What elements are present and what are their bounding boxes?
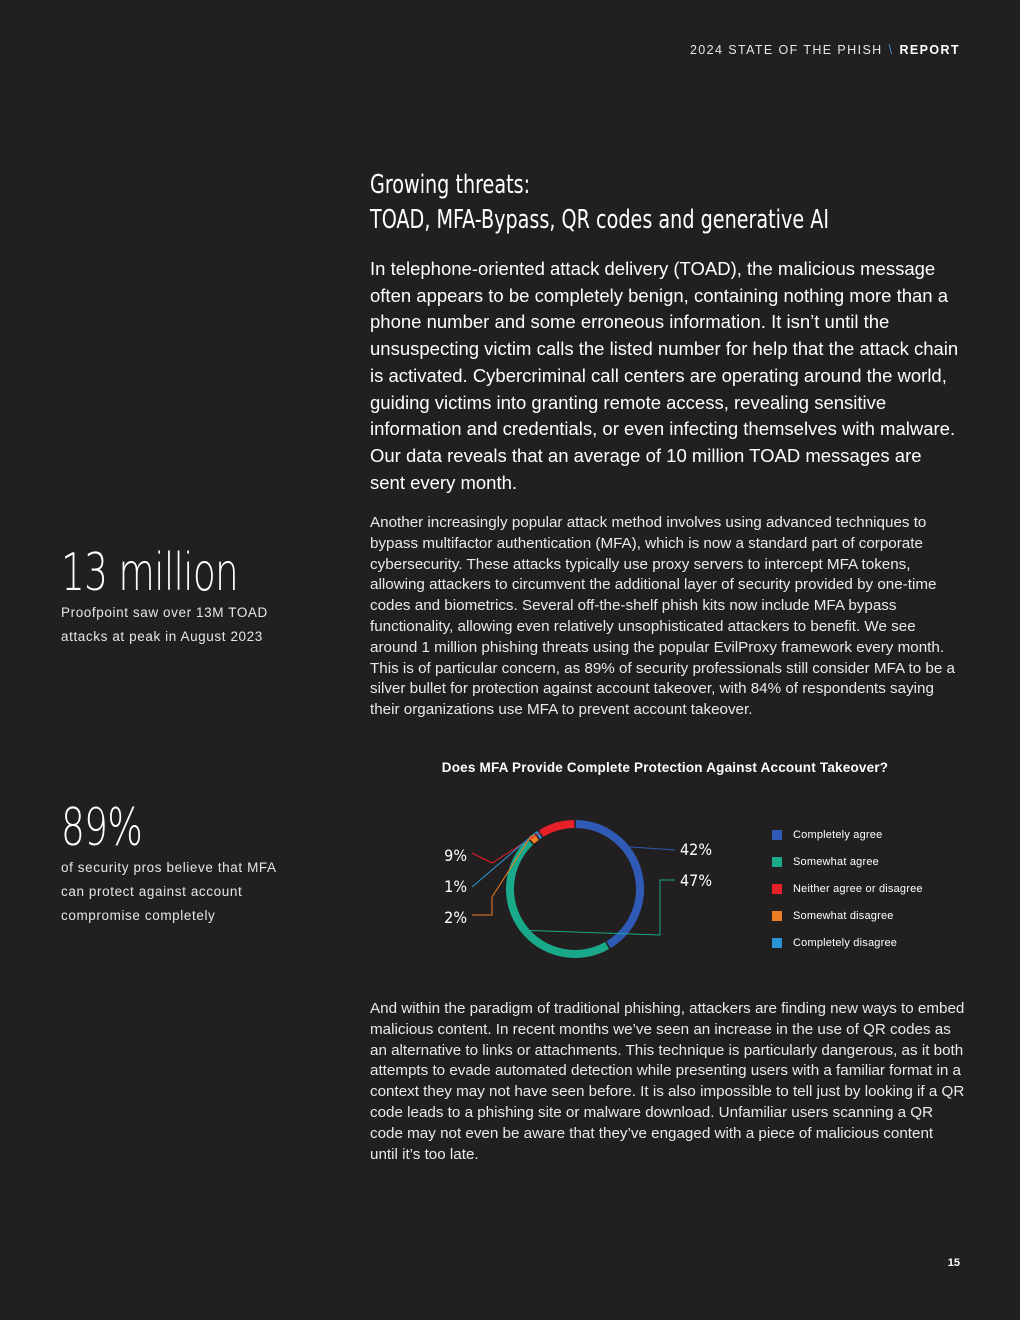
header-separator: \	[888, 43, 894, 57]
donut-slice-completely-disagree	[538, 834, 540, 835]
data-label-42pct: 42%	[680, 840, 712, 859]
legend-item	[772, 907, 923, 934]
data-label-2pct: 2%	[444, 908, 467, 927]
legend-swatch	[772, 884, 782, 894]
body-paragraph-mfa: Another increasingly popular attack method involves using advanced techniques to bypass multifactor authentication (MFA), which is now a standard part of corporate cybersecurity. These attacks typically use proxy servers to intercept MFA tokens, allowing attackers to circumvent the additional layer of security provided by one-time codes and biometrics. Several off-the-shelf phish kits now include MFA bypass functionality, allowing even relatively unsophisticated attackers to benefit. We see around 1 million phishing threats using the popular EvilProxy framework every month. This is of particular concern, as 89% of security professionals still consider MFA to be a silver bullet for protection against account takeover, with 84% of respondents saying their organizations use MFA to prevent account takeover.	[370, 514, 955, 719]
report-section: REPORT	[899, 43, 960, 57]
legend-swatch	[772, 857, 782, 867]
report-header	[690, 43, 960, 57]
data-label-1pct: 1%	[444, 877, 467, 896]
stat-toad	[61, 545, 307, 649]
legend-swatch	[772, 911, 782, 921]
legend-label: Somewhat disagree	[793, 909, 894, 922]
stat-value: 89%	[61, 798, 143, 858]
stat-description: of security pros believe that MFA can protect against account compromise completely	[61, 860, 276, 923]
legend-label: Somewhat agree	[793, 855, 879, 868]
legend-label: Completely agree	[793, 828, 883, 841]
legend-label: Completely disagree	[793, 936, 898, 949]
legend-swatch	[772, 830, 782, 840]
donut-slice-somewhat-agree	[510, 842, 607, 954]
leader-line-42pct	[630, 847, 675, 850]
heading-line-1: Growing threats:	[370, 170, 531, 200]
legend-swatch	[772, 938, 782, 948]
donut-chart	[430, 805, 730, 975]
donut-slice-completely-agree	[576, 824, 640, 945]
data-label-9pct: 9%	[444, 846, 467, 865]
page-number: 15	[947, 1257, 960, 1269]
legend-item	[772, 853, 923, 880]
heading-line-2: TOAD, MFA-Bypass, QR codes and generative AI	[370, 205, 830, 235]
body-paragraph-qr: And within the paradigm of traditional phishing, attackers are finding new ways to embed malicious content. In recent months we’ve seen an increase in the use of QR codes as an alternative to links or attachments. This technique is particularly dangerous, as it both attempts to evade automated detection while presenting users with a familiar format in a context they may not have seen before. It is also impossible to tell just by looking if a QR code leads to a phishing site or malware download. Unfamiliar users scanning a QR code may not even be aware that they’ve engaged with a piece of malicious content until it’s too late.	[370, 1000, 965, 1163]
report-title: 2024 STATE OF THE PHISH	[689, 43, 883, 57]
section-heading	[370, 168, 944, 238]
legend-item	[772, 826, 923, 853]
legend-item	[772, 880, 923, 907]
stat-description: Proofpoint saw over 13M TOAD attacks at peak in August 2023	[61, 605, 268, 644]
legend-item	[772, 934, 923, 961]
lead-paragraph: In telephone-oriented attack delivery (TOAD), the malicious message often appears to be completely benign, containing nothing more than a phone number and some erroneous information. It isn’t until the unsuspecting victim calls the listed number for help that the attack chain is activated. Cybercriminal call centers are operating around the world, guiding victims into granting remote access, revealing sensitive information and credentials, or even infecting themselves with malware. Our data reveals that an average of 10 million TOAD messages are sent every month.	[370, 258, 959, 493]
data-label-47pct: 47%	[680, 871, 712, 890]
chart-legend	[772, 826, 923, 961]
stat-value: 13 million	[61, 543, 239, 603]
stat-mfa	[61, 800, 281, 928]
chart-title: Does MFA Provide Complete Protection Against Account Takeover?	[441, 760, 889, 775]
legend-label: Neither agree or disagree	[793, 882, 923, 895]
leader-line-47pct	[520, 880, 675, 935]
